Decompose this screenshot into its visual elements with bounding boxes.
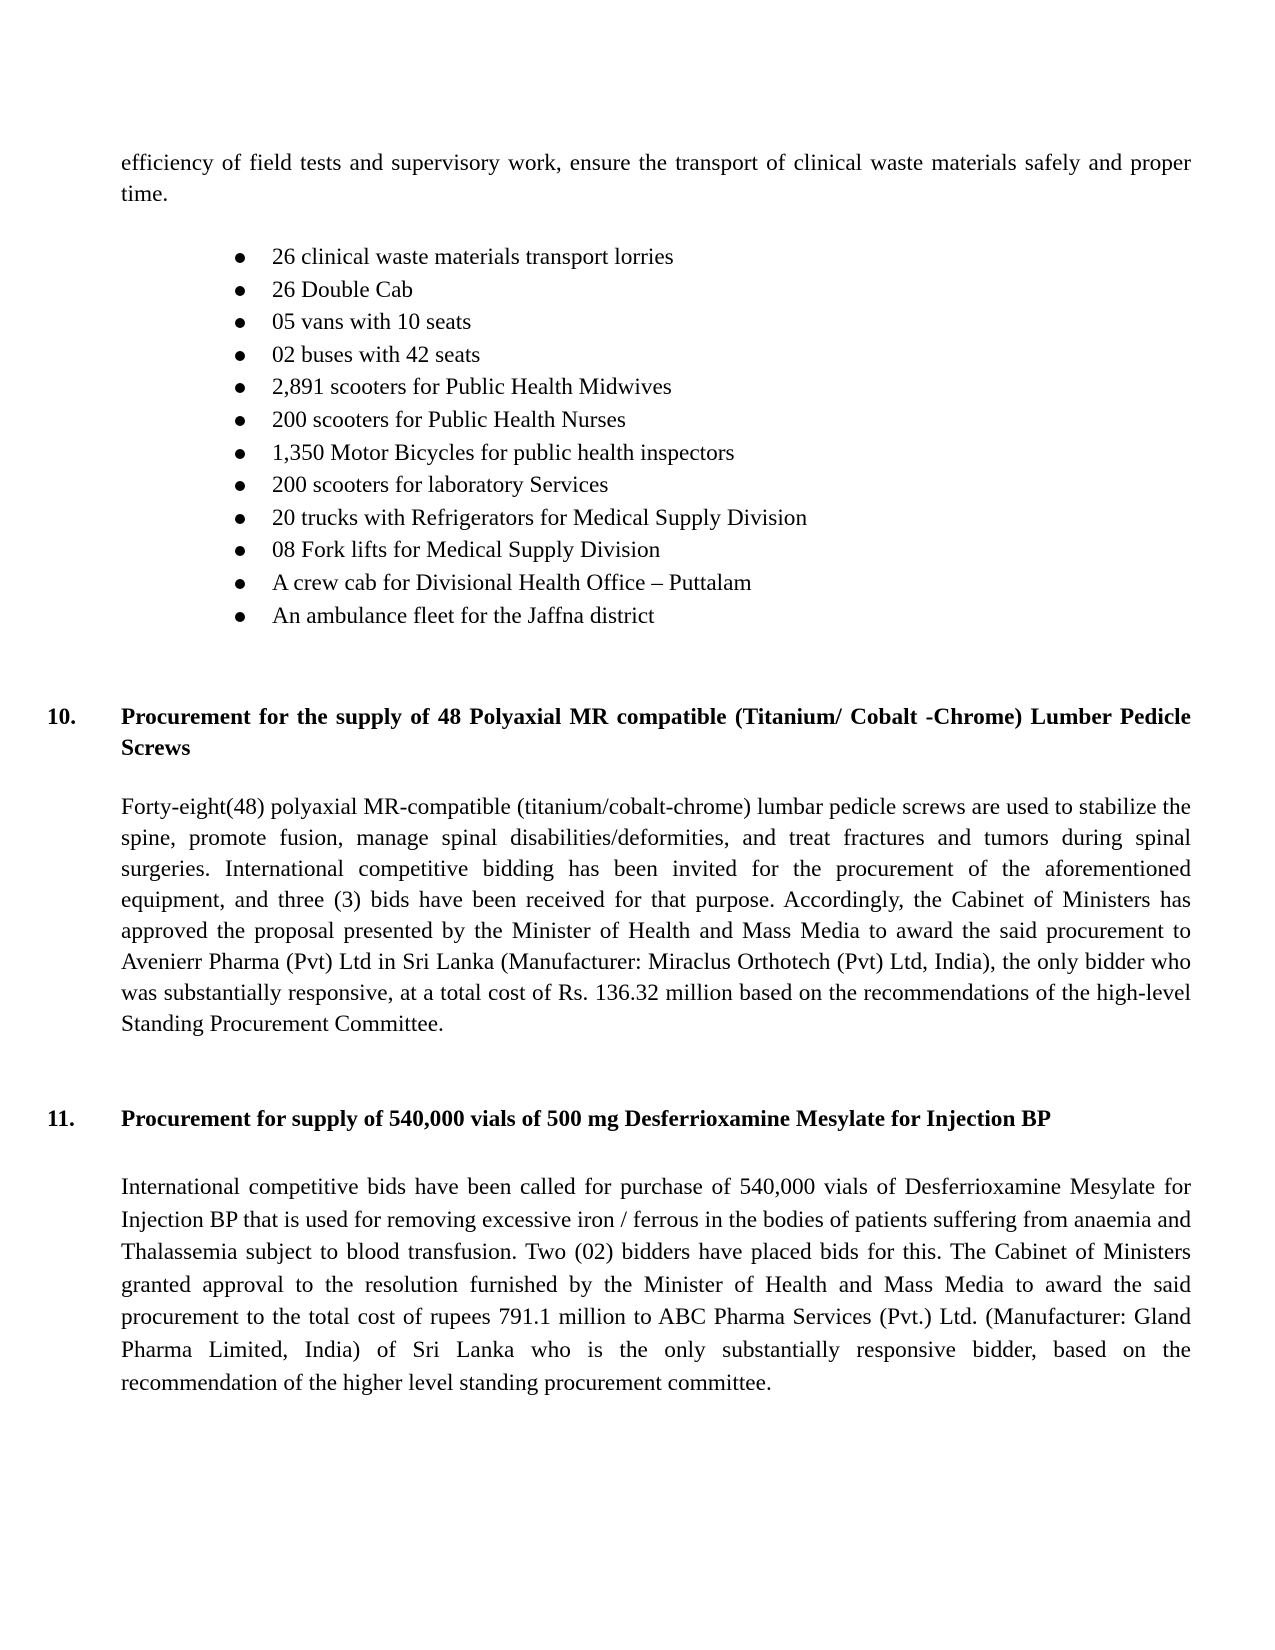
bullet-icon bbox=[235, 612, 245, 622]
list-item bbox=[232, 600, 807, 633]
bullet-icon bbox=[235, 579, 245, 589]
list-item bbox=[232, 371, 807, 404]
list-item-text: 02 buses with 42 seats bbox=[272, 341, 481, 368]
section-number: 10. bbox=[47, 704, 77, 730]
bullet-icon bbox=[235, 481, 245, 491]
list-item-text: 05 vans with 10 seats bbox=[272, 309, 472, 336]
list-item bbox=[232, 306, 807, 339]
bullet-icon bbox=[235, 383, 245, 393]
section-number: 11. bbox=[47, 1106, 75, 1132]
list-item-text: 26 Double Cab bbox=[272, 276, 414, 303]
bullet-icon bbox=[235, 253, 245, 263]
list-item bbox=[232, 567, 807, 600]
list-item bbox=[232, 274, 807, 307]
bullet-icon bbox=[235, 514, 245, 524]
bullet-icon bbox=[235, 318, 245, 328]
bullet-icon bbox=[235, 286, 245, 296]
intro-paragraph: efficiency of field tests and supervisory work, ensure the transport of clinical waste materials safely and proper time. bbox=[121, 150, 1191, 207]
list-item-text: 200 scooters for laboratory Services bbox=[272, 472, 609, 499]
list-item bbox=[232, 437, 807, 470]
list-item bbox=[232, 469, 807, 502]
section-heading: Procurement for supply of 540,000 vials of 500 mg Desferrioxamine Mesylate for Injection BP bbox=[121, 1106, 1052, 1132]
list-item-text: 20 trucks with Refrigerators for Medical Supply Division bbox=[272, 504, 808, 531]
list-item bbox=[232, 404, 807, 437]
list-item-text: 1,350 Motor Bicycles for public health inspectors bbox=[272, 439, 735, 466]
list-item-text: 08 Fork lifts for Medical Supply Division bbox=[272, 537, 661, 564]
section-body: International competitive bids have been called for purchase of 540,000 vials of Desferrioxamine Mesylate for Injection BP that is used for removing excessive iron / ferrous in the bodies of patients suffering from anaemia and Thalassemia subject to blood transfusion. Two (02) bidders have placed bids for this. The Cabinet of Ministers granted approval to the resolution furnished by the Minister of Health and Mass Media to award the said procurement to the total cost of rupees 791.1 million to ABC Pharma Services (Pvt.) Ltd. (Manufacturer: Gland Pharma Limited, India) of Sri Lanka who is the only substantially responsive bidder, based on the recommendation of the higher level standing procurement committee. bbox=[121, 1174, 1191, 1396]
list-item bbox=[232, 502, 807, 535]
vehicle-list bbox=[232, 241, 807, 632]
list-item bbox=[232, 534, 807, 567]
section-heading: Procurement for the supply of 48 Polyaxial MR compatible (Titanium/ Cobalt -Chrome) Lumber Pedicle Screws bbox=[121, 704, 1191, 761]
list-item bbox=[232, 241, 807, 274]
bullet-icon bbox=[235, 546, 245, 556]
bullet-icon bbox=[235, 449, 245, 459]
bullet-icon bbox=[235, 416, 245, 426]
list-item-text: 200 scooters for Public Health Nurses bbox=[272, 406, 626, 433]
list-item-text: A crew cab for Divisional Health Office – Puttalam bbox=[272, 569, 752, 596]
list-item-text: 26 clinical waste materials transport lorries bbox=[272, 244, 674, 270]
list-item bbox=[232, 339, 807, 372]
bullet-icon bbox=[235, 351, 245, 361]
list-item-text: 2,891 scooters for Public Health Midwives bbox=[272, 374, 672, 401]
list-item-text: An ambulance fleet for the Jaffna district bbox=[272, 602, 655, 629]
section-body: Forty-eight(48) polyaxial MR-compatible (titanium/cobalt-chrome) lumbar pedicle screws are used to stabilize the spine, promote fusion, manage spinal disabilities/deformities, and treat fractures and tumors during spinal surgeries. International competitive bidding has been invited for the procurement of the aforementioned equipment, and three (3) bids have been received for that purpose. Accordingly, the Cabinet of Ministers has approved the proposal presented by the Minister of Health and Mass Media to award the said procurement to Avenierr Pharma (Pvt) Ltd in Sri Lanka (Manufacturer: Miraclus Orthotech (Pvt) Ltd, India), the only bidder who was substantially responsive, at a total cost of Rs. 136.32 million based on the recommendations of the high-level Standing Procurement Committee. bbox=[121, 794, 1191, 1037]
